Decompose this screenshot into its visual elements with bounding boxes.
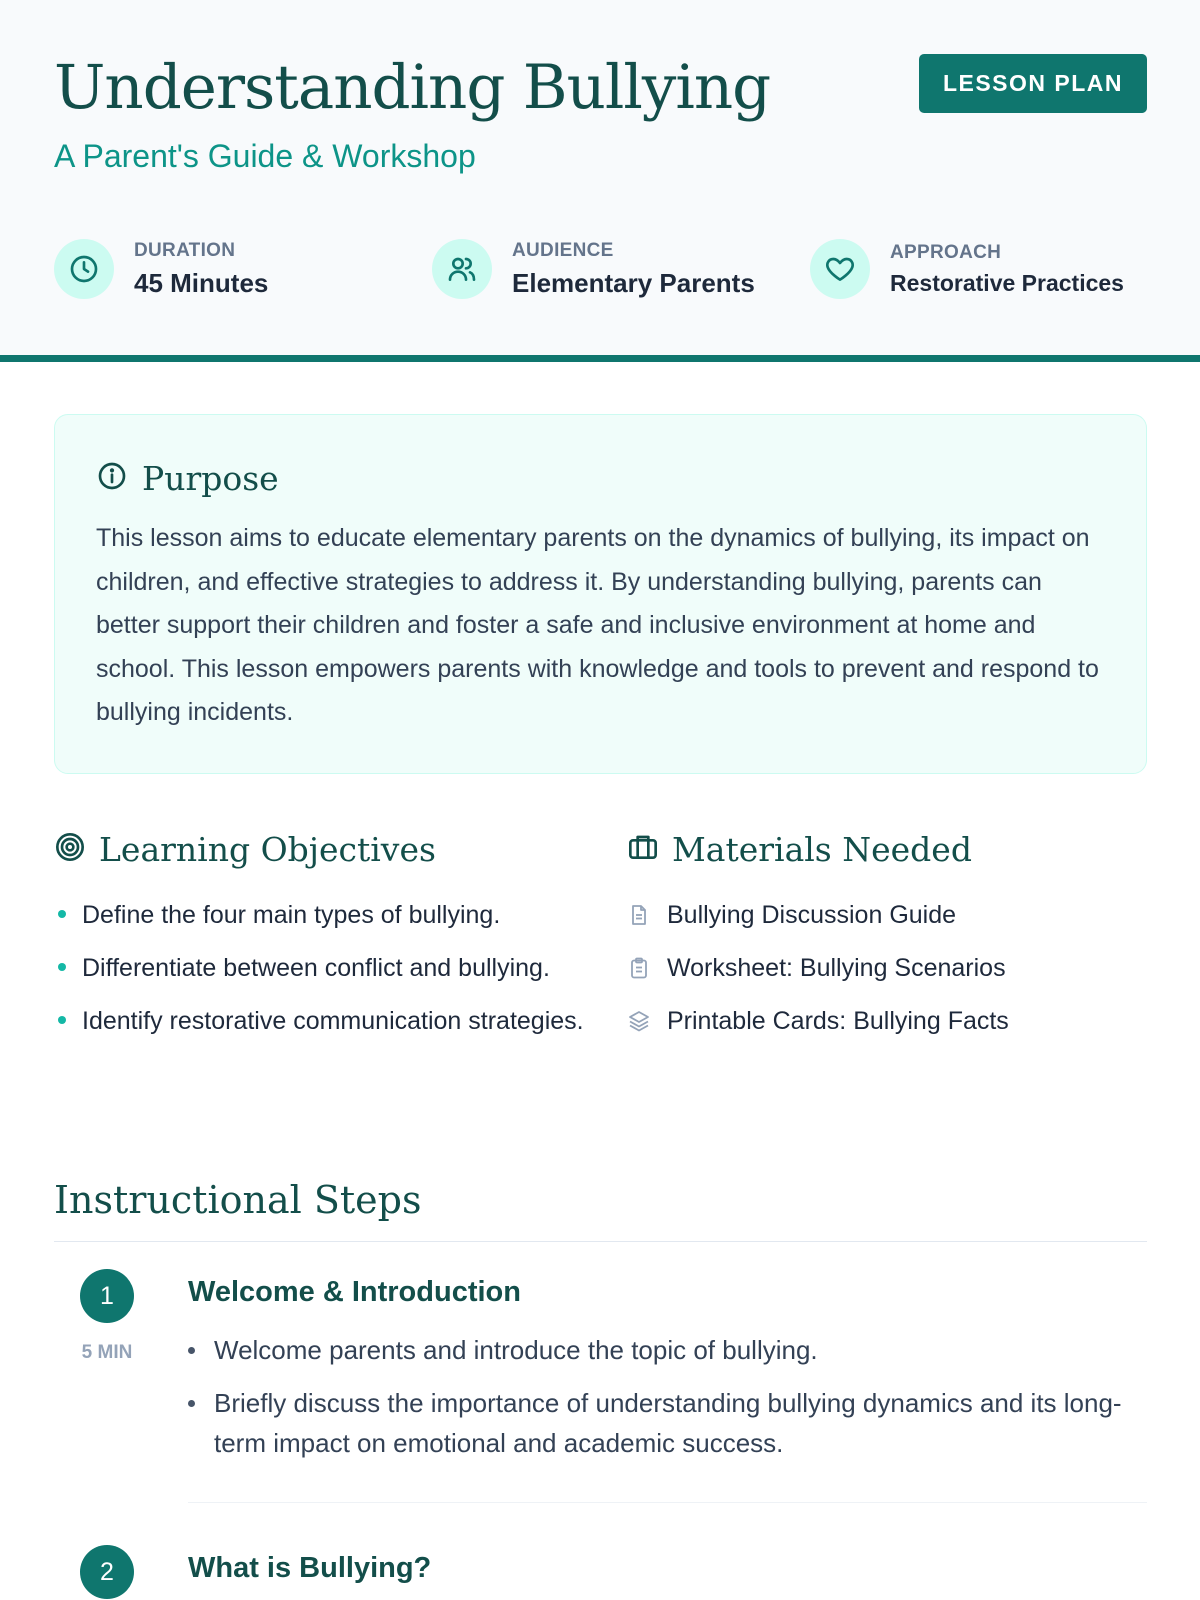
page-subtitle: A Parent's Guide & Workshop xyxy=(54,138,476,174)
purpose-card xyxy=(54,414,1147,774)
briefcase-icon xyxy=(627,831,659,868)
meta-duration xyxy=(54,234,268,304)
step-number: 1 xyxy=(80,1269,134,1323)
objectives-heading xyxy=(54,830,436,869)
steps-title: Instructional Steps xyxy=(54,1178,422,1222)
objective-item: Define the four main types of bullying. xyxy=(54,895,584,935)
material-label: Worksheet: Bullying Scenarios xyxy=(667,953,1006,982)
step-number: 2 xyxy=(80,1545,134,1599)
meta-label: APPROACH xyxy=(890,241,1002,263)
material-label: Bullying Discussion Guide xyxy=(667,900,957,929)
step-point: Welcome parents and introduce the topic of bullying. xyxy=(188,1330,1148,1370)
step-duration: 5 MIN xyxy=(81,1342,133,1363)
meta-label: DURATION xyxy=(134,239,236,261)
materials-title: Materials Needed xyxy=(672,830,972,869)
step-title: What is Bullying? xyxy=(188,1552,432,1584)
step-title: Welcome & Introduction xyxy=(188,1276,521,1308)
clipboard-icon xyxy=(627,956,653,980)
objectives-title: Learning Objectives xyxy=(99,830,436,869)
lesson-header xyxy=(0,0,1200,362)
meta-approach xyxy=(810,234,1124,304)
step-point: Briefly discuss the importance of understanding bullying dynamics and its long-term impact on emotional and academic success. xyxy=(188,1383,1148,1463)
material-item xyxy=(627,895,1147,935)
info-icon xyxy=(96,460,128,497)
meta-value: Restorative Practices xyxy=(890,269,1124,296)
step-points xyxy=(188,1330,1148,1476)
purpose-text: This lesson aims to educate elementary parents on the dynamics of bullying, its impact on children, and effective strategies to address it. By understanding bullying, parents can better support their children and foster a safe and inclusive environment at home and school. This lesson empowers parents with knowledge and tools to prevent and respond to bullying incidents. xyxy=(96,524,1099,726)
divider xyxy=(54,1241,1147,1242)
materials-heading xyxy=(627,830,972,869)
meta-label: AUDIENCE xyxy=(512,239,614,261)
purpose-title: Purpose xyxy=(142,459,279,498)
meta-audience xyxy=(432,234,755,304)
objective-item: Differentiate between conflict and bullying. xyxy=(54,948,584,988)
users-icon xyxy=(432,239,492,299)
lesson-plan-badge: LESSON PLAN xyxy=(919,54,1147,113)
meta-value: 45 Minutes xyxy=(134,267,269,298)
layers-icon xyxy=(627,1009,653,1033)
meta-value: Elementary Parents xyxy=(512,267,755,298)
objectives-list xyxy=(54,895,584,1054)
divider xyxy=(188,1502,1147,1503)
material-item xyxy=(627,1001,1147,1041)
purpose-heading xyxy=(96,459,279,498)
materials-list xyxy=(627,895,1147,1054)
material-label: Printable Cards: Bullying Facts xyxy=(667,1006,1009,1035)
page-title: Understanding Bullying xyxy=(54,52,771,123)
material-item xyxy=(627,948,1147,988)
objective-item: Identify restorative communication strategies. xyxy=(54,1001,584,1041)
clock-icon xyxy=(54,239,114,299)
target-icon xyxy=(54,831,86,868)
heart-icon xyxy=(810,239,870,299)
document-icon xyxy=(627,903,653,927)
